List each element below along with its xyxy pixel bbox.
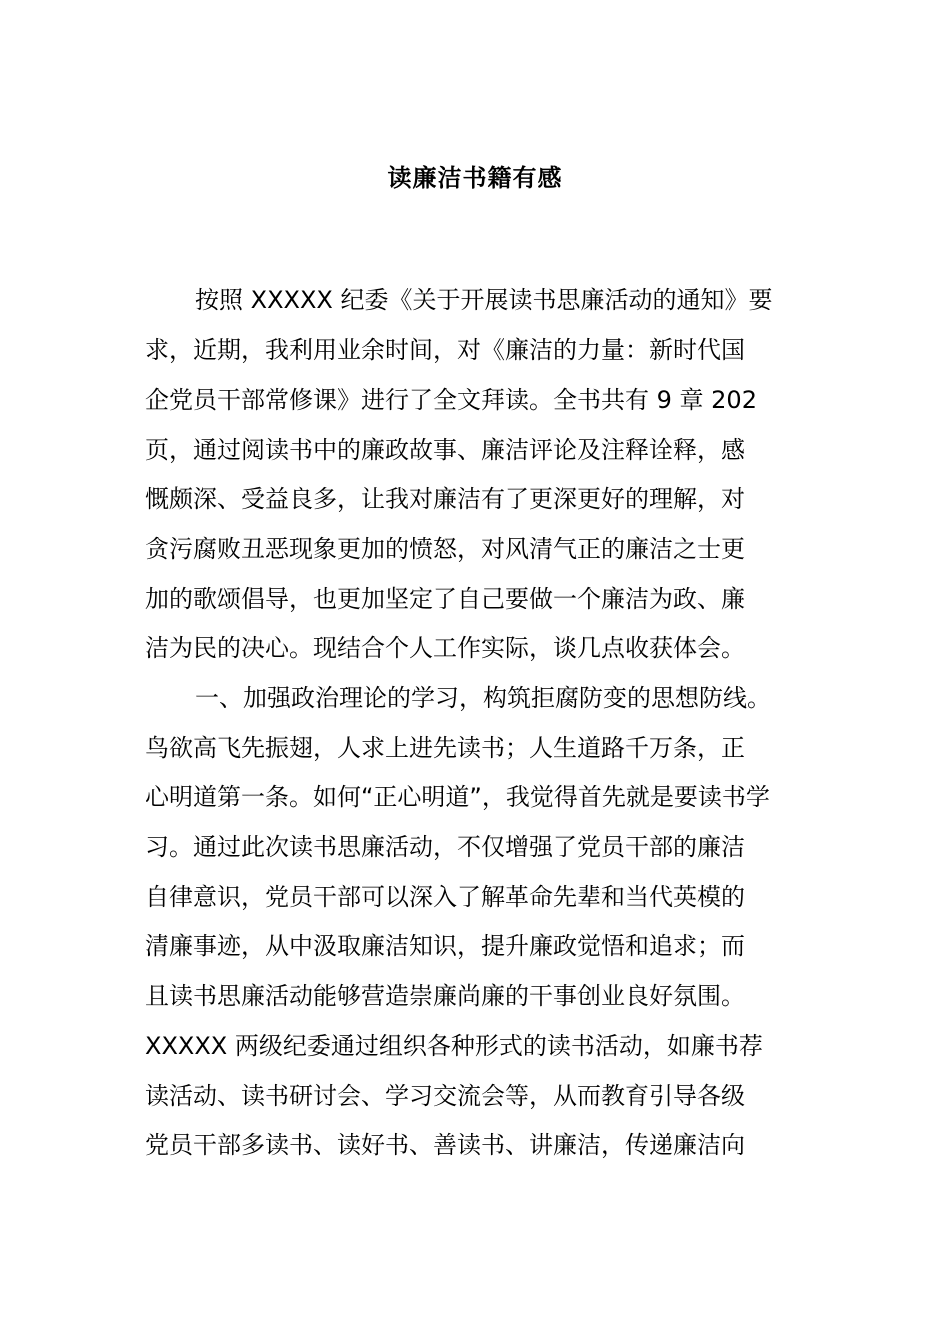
text-line: 企党员干部常修课》进行了全文拜读。全书共有 9 章 202 (145, 386, 757, 414)
text-line: 洁为民的决心。现结合个人工作实际，谈几点收获体会。 (145, 634, 745, 662)
text-line: 清廉事迹，从中汲取廉洁知识，提升廉政觉悟和追求；而 (145, 932, 745, 960)
text-line: 加的歌颂倡导，也更加坚定了自己要做一个廉洁为政、廉 (145, 585, 745, 613)
text-line: 读活动、读书研讨会、学习交流会等，从而教育引导各级 (145, 1082, 745, 1110)
text-line: 自律意识，党员干部可以深入了解革命先辈和当代英模的 (145, 883, 745, 911)
text-line: 党员干部多读书、读好书、善读书、讲廉洁，传递廉洁向 (145, 1131, 745, 1159)
text-line: 贪污腐败丑恶现象更加的愤怒，对风清气正的廉洁之士更 (145, 535, 745, 563)
text-line: 心明道第一条。如何“正心明道”，我觉得首先就是要读书学 (145, 783, 770, 811)
text-line: 求，近期，我利用业余时间，对《廉洁的力量：新时代国 (145, 336, 745, 364)
text-line: 慨颇深、受益良多，让我对廉洁有了更深更好的理解，对 (145, 485, 745, 513)
text-line: 页，通过阅读书中的廉政故事、廉洁评论及注释诠释，感 (145, 436, 745, 464)
document-title: 读廉洁书籍有感 (387, 164, 563, 192)
text-line: 且读书思廉活动能够营造崇廉尚廉的干事创业良好氛围。 (145, 982, 745, 1010)
text-line: XXXXX 两级纪委通过组织各种形式的读书活动，如廉书荐 (145, 1032, 763, 1060)
text-line: 一、加强政治理论的学习，构筑拒腐防变的思想防线。 (195, 684, 771, 712)
text-line: 习。通过此次读书思廉活动，不仅增强了党员干部的廉洁 (145, 833, 745, 861)
text-line: 鸟欲高飞先振翅，人求上进先读书；人生道路千万条，正 (145, 734, 745, 762)
text-line: 按照 XXXXX 纪委《关于开展读书思廉活动的通知》要 (195, 286, 773, 314)
